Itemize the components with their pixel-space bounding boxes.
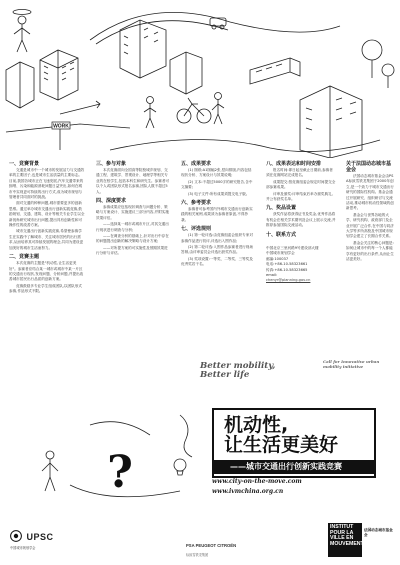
website-link-1[interactable]: www.city-on-the-move.com [212, 478, 302, 485]
section-heading-about: 关于法国动态城市基金会 [346, 161, 392, 173]
registration-paragraph-1: 报名时间:即日起至截止日期前,参赛者须在竞赛网站完成报名。 [266, 168, 333, 178]
column-2 [96, 158, 170, 326]
contact-phone: 电话:+86-10-58323661 [266, 262, 308, 267]
products-paragraph-1: 获奖作品将获得证书及奖金,优秀作品将有机会在相关学术期刊及会议上展示交流,并推荐参加国际交流活动。 [266, 212, 336, 228]
requirements-paragraph-4: ——对所提方案的可实施性及预期效果进行分析与评估。 [96, 245, 168, 256]
background-paragraph-3: 城市交通出行创新实践竞赛,希望使参赛学生在实践中了解城市、关注城市居民的出行需求,从而培养其可持续发展的理念,共同为建设更加美好的城市生活而努力。 [9, 229, 84, 250]
theme-paragraph-1: 本次竞赛的主题是"机动性,让生活更美好"。参赛者应结合某一城市或城市中某一片区的交通出行现状,发现问题、分析问题,并提出改善城市居民出行品质的创新方案。 [9, 261, 84, 282]
background-paragraph-1: 交通是城市中一个城市的发展活力与交通效率的主要因子,也是城市生活质量的主要标志。目前,我国各城市正在飞速发展,汽车交通带来的拥堵、污染和能源消耗问题日益突出,如何在城市中实现更可持续的出行方式,成为城市规划与管理者共同面对的挑战。 [9, 168, 85, 200]
section-heading-references: 六、参考要求 [181, 200, 212, 207]
evaluation-paragraph-2: (2) 第二轮评选:入围作品参赛者进行现场答辩,由评审委员会评选出获奖作品。 [181, 245, 253, 255]
work-sign-label: WORK [53, 123, 69, 130]
column-3 [181, 158, 255, 304]
svg-text:?: ? [107, 447, 133, 498]
slogan-box [212, 408, 376, 478]
references-paragraph-1: 参赛者可参考国内外城市交通出行创新实践的相关案例,成果须为参赛者原创,不得抄袭。 [181, 207, 253, 222]
thinking-figure-icon [30, 395, 200, 515]
slogan-chinese-line-1: 机动性, [224, 414, 289, 436]
requirements-paragraph-3: ——在调查分析的基础上,针对出行中存在的问题提出创新的解决策略与设计方案; [96, 234, 169, 244]
slogan-small-english: Call for Innovative urban mobility initiative [323, 359, 380, 369]
contact-fax: 传真:+86-10-58323665 [266, 267, 308, 272]
ivm-logo-chinese: 法国动态城市基金会 [364, 528, 393, 537]
contact-block [266, 246, 338, 284]
registration-paragraph-3: 评审及颁奖:评审结束后举办颁奖典礼,并公布获奖名单。 [266, 191, 333, 202]
results-paragraph-2: (2) 文本:不超过5000字的研究报告,含中文摘要; [181, 179, 253, 190]
footer-logos [0, 520, 400, 565]
evaluation-paragraph-3: (3) 奖项设置:一等奖、二等奖、三等奖及优秀奖若干名。 [181, 256, 253, 267]
slogan-english-line-1: Better mobility, [200, 361, 276, 371]
requirements-paragraph-2: ——选择某一城市或城市片区,对其交通出行现状进行调查与分析; [96, 222, 169, 232]
contact-postcode: 邮编:100037 [266, 256, 289, 261]
results-paragraph-3: (3) 电子文件:所有成果须提交电子版。 [188, 191, 250, 196]
requirements-paragraph-1: 参赛成果应包括现状调查与问题分析、策略与方案设计、实施建议三部分内容,并附实施效果评估。 [96, 205, 170, 220]
contact-address: 中国北京三里河路9号建设部大楼 [266, 246, 319, 250]
about-paragraph-2: 基金会与世界各地的大学、研究机构、政府部门及企业开展广泛合作,在中国与同济大学等多所高校及中国城市规划学会建立了长期合作关系。 [346, 212, 394, 239]
slogan-chinese-line-2: 让生活更美好 [224, 434, 339, 456]
section-heading-contact: 十、联系方式 [266, 231, 297, 238]
column-1 [9, 158, 85, 358]
section-heading-background: 一、竞赛背景 [9, 161, 40, 167]
psa-logo [186, 534, 236, 557]
registration-paragraph-2: 成果提交:按竞赛组委会规定时间提交全部参赛成果。 [266, 179, 336, 190]
upsc-logo [10, 527, 53, 550]
contact-email-link[interactable]: chenyr@planning.gov.cn [266, 278, 311, 283]
upsc-emblem-icon [10, 530, 22, 542]
section-heading-evaluation: 七、评选规则 [181, 226, 212, 233]
column-5 [346, 158, 394, 358]
section-heading-participants: 三、参与对象 [96, 161, 127, 167]
section-heading-results: 五、成果要求 [181, 161, 212, 167]
participants-paragraph-1: 本次竞赛面向全国高等院校城乡规划、交通工程、建筑学、景观设计、地理学等相关专业的在校学生,包括本科生和研究生。参赛者可以个人或团队形式报名参赛,团队人数不超过5人。 [96, 168, 170, 194]
section-heading-theme: 二、竞赛主题 [9, 254, 40, 261]
city-sketch-illustration [0, 0, 400, 158]
slogan-subtitle-bar [214, 460, 374, 474]
upsc-logo-name: UPSC [26, 532, 54, 542]
upsc-logo-subtitle: 中国城市规划学会 [10, 546, 36, 550]
slogan-subtitle: ——城市交通出行创新实践竞赛 [230, 462, 342, 471]
question-mark-illustration [30, 395, 200, 519]
background-paragraph-2: 面对交通的种种问题,城市需要更多的创新思维。通过举办城市交通出行创新实践竞赛,鼓励规划、交通、建筑、设计等相关专业学生以全新视角研究城市出行问题,提出具有创新性和可操作性的改善方案。 [9, 201, 85, 228]
psa-logo-name: PSA PEUGEOT CITROËN [186, 543, 237, 548]
contact-organization: 中国城市规划学会 [266, 251, 295, 256]
about-paragraph-1: 法国动态城市基金会由PSA标致雪铁龙集团于2000年创立,是一个致力于城市交通出行研究的国际性机构。基金会通过开展研究、组织研讨与交流活动,推动城市机动性领域的创新思考。 [346, 174, 394, 211]
section-heading-products: 九、奖品设置 [266, 205, 297, 212]
psa-logo-subtitle: 标致雪铁龙集团 [186, 553, 209, 557]
about-paragraph-3: 基金会关注的核心问题是:如何让城市中的每一个人都能享有更好的出行条件,从而让生活更美好。 [346, 240, 394, 262]
ivm-logo: INSTITUT POUR LA VILLE EN MOUVEMENT [328, 523, 362, 557]
results-paragraph-1: (1) 图纸:A1图幅2张,竖向排版,内容包括现状分析、方案设计与效果说明; [181, 168, 252, 178]
section-heading-registration: 八、成果表达和时间安排 [266, 161, 322, 167]
evaluation-paragraph-1: (1) 第一轮评选:由竞赛组委会组织专家对参赛作品进行初评,评选出入围作品; [181, 233, 253, 243]
website-link-2[interactable]: www.ivmchina.org.cn [212, 488, 284, 495]
top-illustration [0, 0, 400, 158]
contact-email-label: email: [266, 273, 278, 278]
slogan-english-line-2: Better life [200, 370, 250, 381]
section-heading-requirements: 四、深度要求 [96, 198, 127, 205]
theme-paragraph-2: 竞赛鼓励多专业学生组成团队,以团队形式参赛,作品形式不限。 [9, 283, 82, 294]
